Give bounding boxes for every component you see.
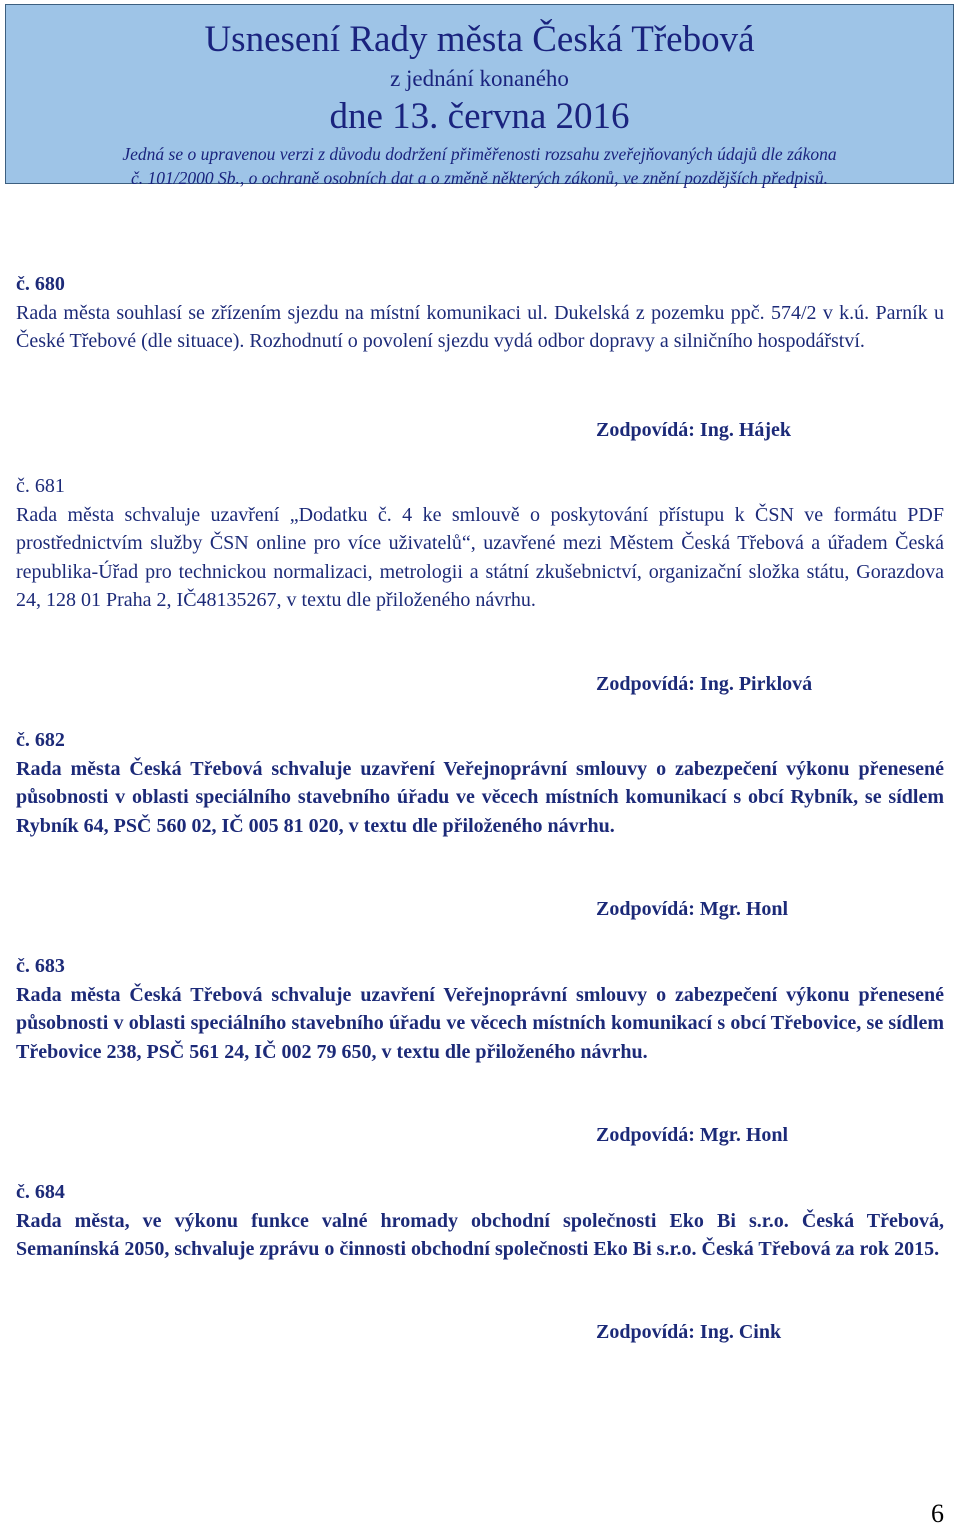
resolution-684 (16, 1178, 944, 1264)
resolution-683 (16, 952, 944, 1066)
page-number: 6 (931, 1499, 944, 1528)
privacy-note-line-1: Jedná se o upravenou verzi z důvodu dodržení přiměřenosti rozsahu zveřejňovaných údajů dle zákona (122, 144, 837, 164)
resolution-682 (16, 726, 944, 840)
resolution-text: Rada města souhlasí se zřízením sjezdu na místní komunikaci ul. Dukelská z pozemku ppč. 574/2 v k.ú. Parník u České Třebové (dle situace). Rozhodnutí o povolení sjezdu vydá odbor dopravy a silničního hospodářství. (16, 301, 944, 352)
resolution-text: Rada města schvaluje uzavření „Dodatku č. 4 ke smlouvě o poskytování přístupu k ČSN ve formátu PDF prostřednictvím služby ČSN online pro více uživatelů“, uzavřené mezi Městem Česká Třebová a úřadem Česká republika-Úřad pro technickou normalizaci, metrologii a státní zkušebnictví, organizační složka státu, Gorazdova 24, 128 01 Praha 2, IČ48135267, v textu dle přiloženého návrhu. (16, 503, 944, 611)
resolution-number: č. 681 (16, 475, 65, 497)
resolution-text: Rada města Česká Třebová schvaluje uzavření Veřejnoprávní smlouvy o zabezpečení výkonu přenesené působnosti v oblasti speciálního stavebního úřadu ve věcech místních komunikací s obcí Rybník, se sídlem Rybník 64, PSČ 560 02, IČ 005 81 020, v textu dle přiloženého návrhu. (16, 757, 944, 837)
document-header (5, 4, 954, 188)
resolution-number: č. 683 (16, 955, 65, 977)
resolution-number: č. 684 (16, 1181, 65, 1203)
privacy-note-line-2: č. 101/2000 Sb., o ochraně osobních dat a o změně některých zákonů, ve znění pozdějších předpisů. (131, 168, 828, 188)
resolution-text: Rada města Česká Třebová schvaluje uzavření Veřejnoprávní smlouvy o zabezpečení výkonu přenesené působnosti v oblasti speciálního stavebního úřadu ve věcech místních komunikací s obcí Třebovice, se sídlem Třebovice 238, PSČ 561 24, IČ 002 79 650, v textu dle přiloženého návrhu. (16, 983, 944, 1063)
resolution-684-responsible: Zodpovídá: Ing. Cink (596, 1321, 782, 1343)
resolution-680-responsible: Zodpovídá: Ing. Hájek (596, 419, 792, 441)
resolution-number: č. 680 (16, 273, 65, 295)
meeting-date: dne 13. června 2016 (329, 96, 630, 137)
meeting-subtitle: z jednání konaného (390, 66, 569, 91)
resolution-683-responsible: Zodpovídá: Mgr. Honl (596, 1124, 789, 1146)
resolution-681 (16, 472, 944, 615)
resolution-680 (16, 270, 944, 356)
resolution-681-responsible: Zodpovídá: Ing. Pirklová (596, 673, 813, 695)
resolution-682-responsible: Zodpovídá: Mgr. Honl (596, 898, 789, 920)
resolution-text: Rada města, ve výkonu funkce valné hromady obchodní společnosti Eko Bi s.r.o. Česká Třebová, Semanínská 2050, schvaluje zprávu o činnosti obchodní společnosti Eko Bi s.r.o. Česká Třebová za rok 2015. (16, 1209, 944, 1260)
document-title: Usnesení Rady města Česká Třebová (204, 19, 755, 60)
resolution-number: č. 682 (16, 729, 65, 751)
